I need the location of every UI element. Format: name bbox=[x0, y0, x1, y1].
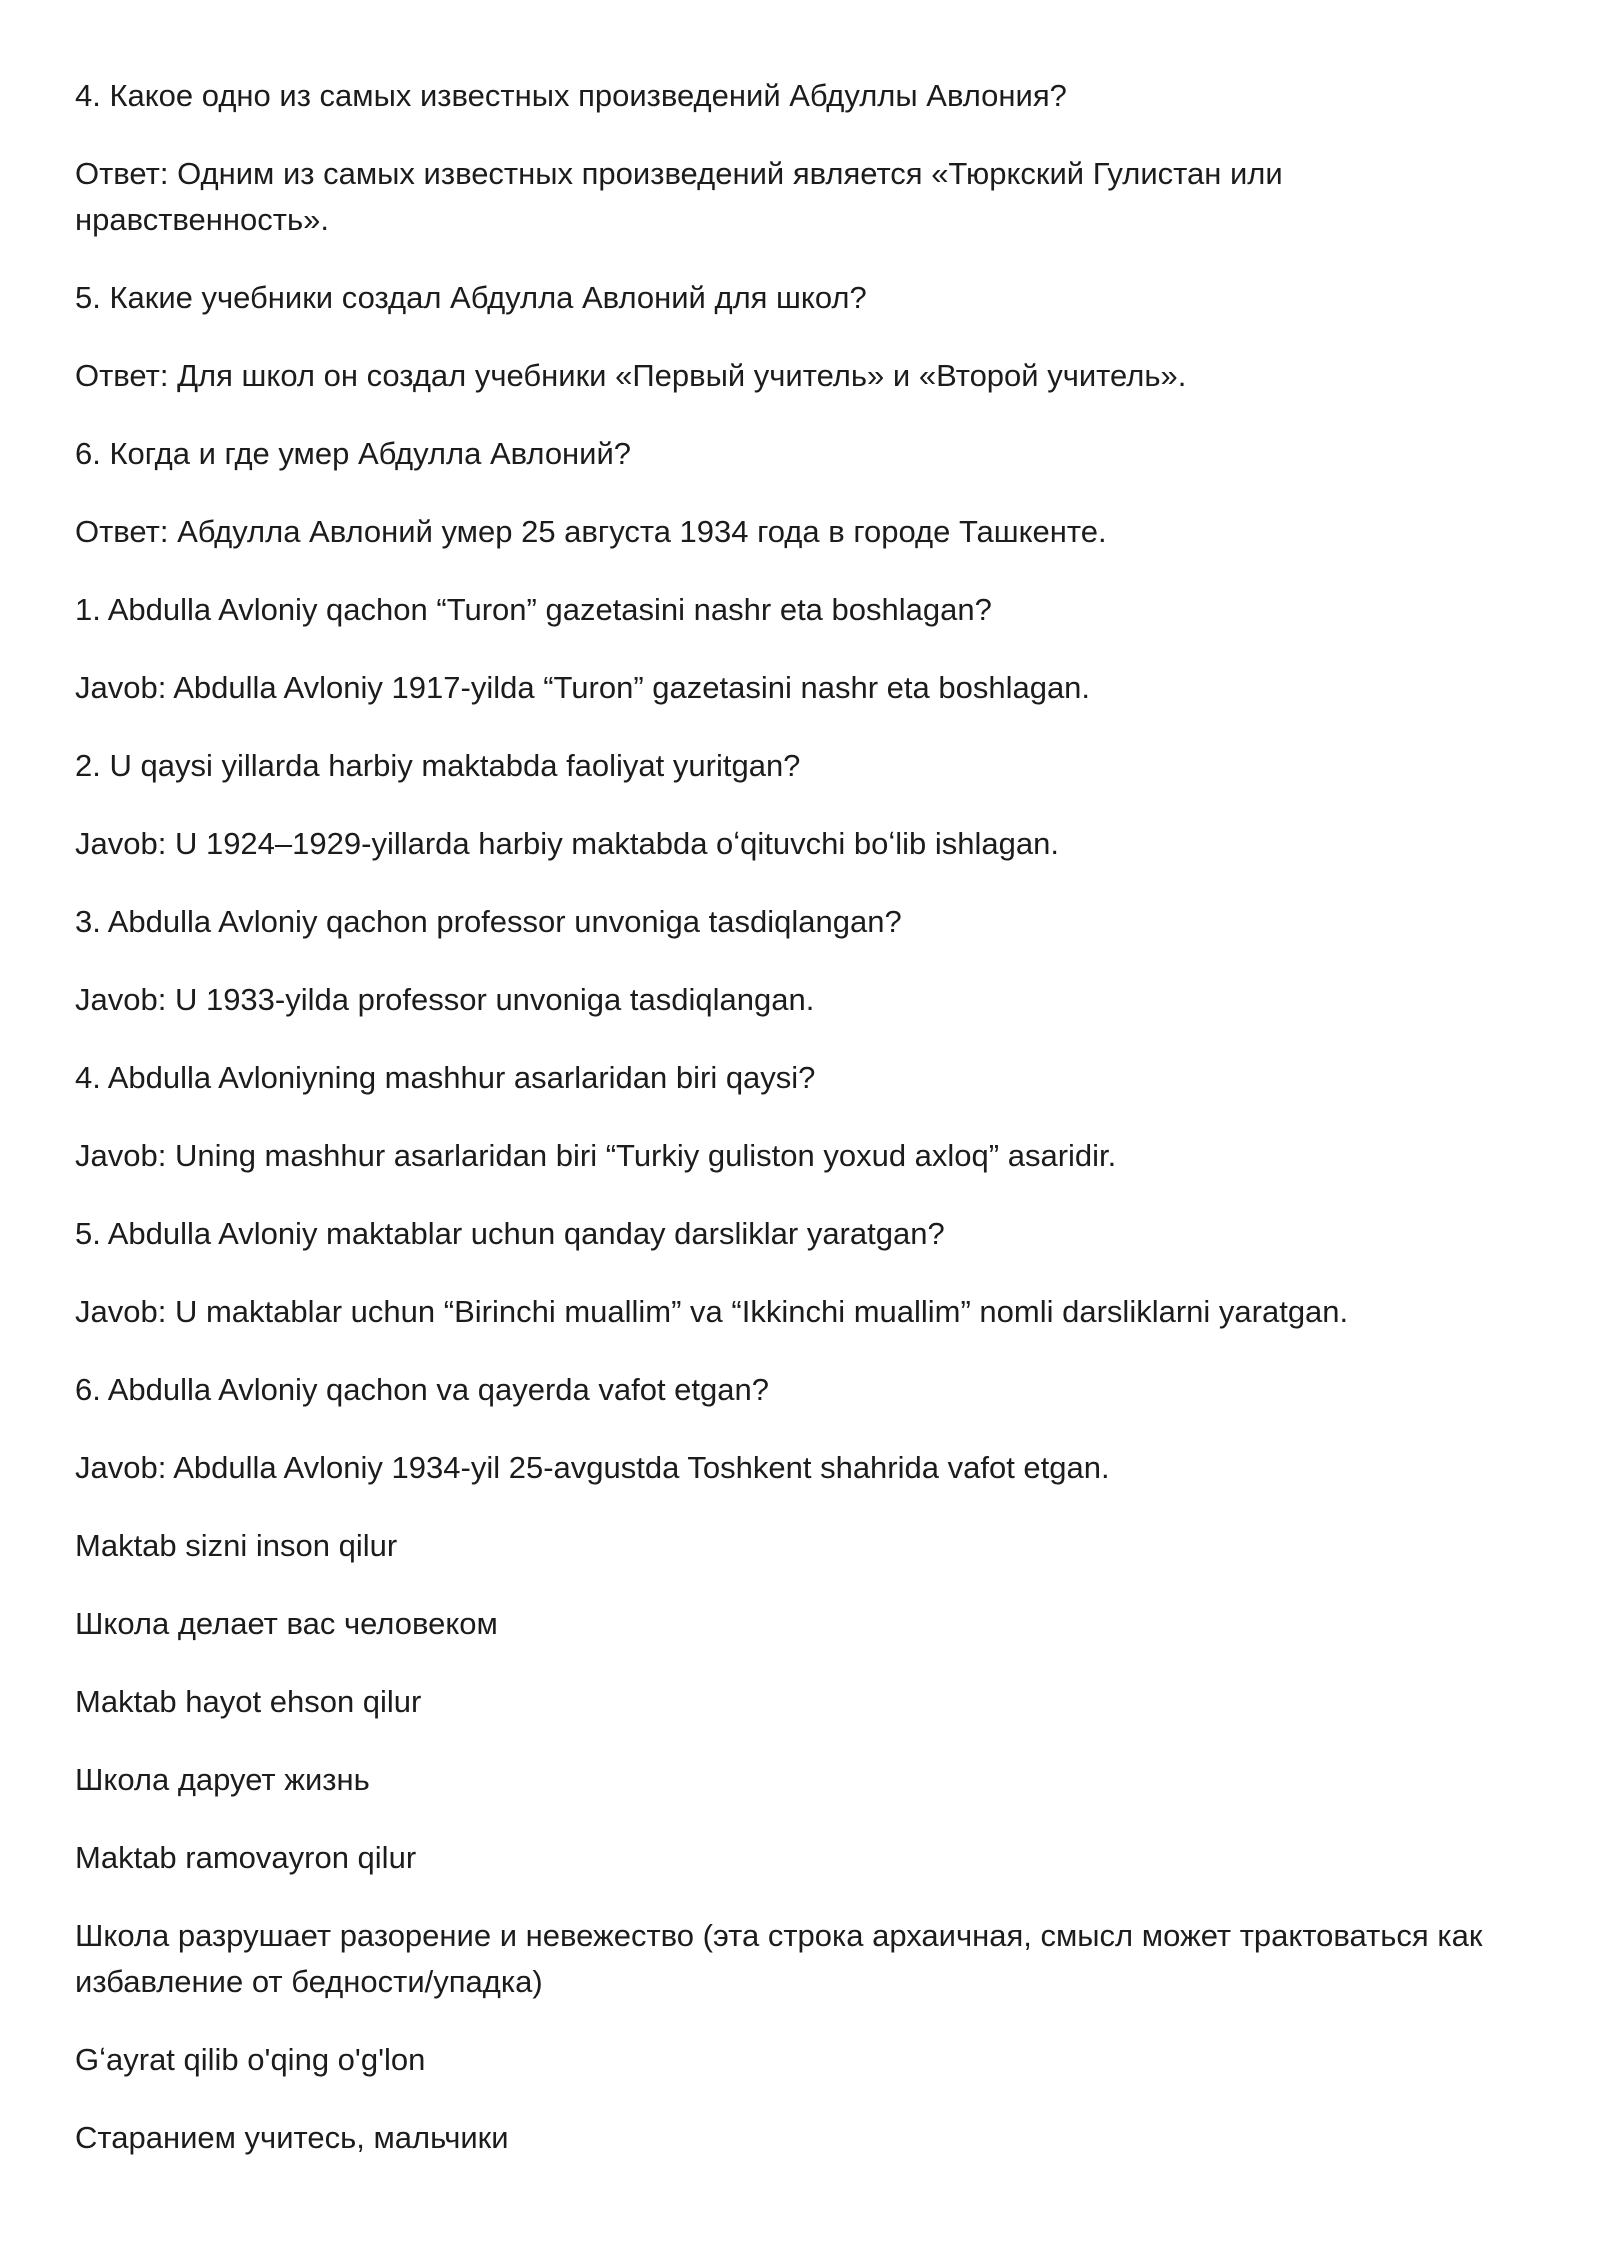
poem-line-uz-2: Maktab hayot ehson qilur bbox=[75, 1684, 422, 1719]
poem-line-uz-1: Maktab sizni inson qilur bbox=[75, 1528, 398, 1563]
answer-ru-6: Ответ: Абдулла Авлоний умер 25 августа 1934 года в городе Ташкенте. bbox=[75, 514, 1107, 549]
question-uz-4: 4. Abdulla Avloniyning mashhur asarlaridan biri qaysi? bbox=[75, 1060, 816, 1095]
answer-uz-4: Javob: Uning mashhur asarlaridan biri “Turkiy guliston yoxud axloq” asaridir. bbox=[75, 1138, 1117, 1173]
question-uz-2: 2. U qaysi yillarda harbiy maktabda faoliyat yuritgan? bbox=[75, 748, 801, 783]
answer-uz-6: Javob: Abdulla Avloniy 1934-yil 25-avgustda Toshkent shahrida vafot etgan. bbox=[75, 1450, 1110, 1485]
answer-uz-2: Javob: U 1924–1929-yillarda harbiy maktabda oʻqituvchi boʻlib ishlagan. bbox=[75, 826, 1059, 861]
answer-ru-5: Ответ: Для школ он создал учебники «Первый учитель» и «Второй учитель». bbox=[75, 358, 1187, 393]
question-uz-1: 1. Abdulla Avloniy qachon “Turon” gazetasini nashr eta boshlagan? bbox=[75, 592, 992, 627]
question-ru-5: 5. Какие учебники создал Абдулла Авлоний для школ? bbox=[75, 280, 867, 315]
question-uz-3: 3. Abdulla Avloniy qachon professor unvoniga tasdiqlangan? bbox=[75, 904, 902, 939]
poem-line-ru-4: Старанием учитесь, мальчики bbox=[75, 2120, 509, 2155]
poem-line-uz-4: Gʻayrat qilib o'qing o'g'lon bbox=[75, 2042, 426, 2077]
question-ru-6: 6. Когда и где умер Абдулла Авлоний? bbox=[75, 436, 632, 471]
answer-uz-3: Javob: U 1933-yilda professor unvoniga tasdiqlangan. bbox=[75, 982, 815, 1017]
answer-ru-4: Ответ: Одним из самых известных произведений является «Тюркский Гулистан или нравственность». bbox=[75, 156, 1283, 237]
document-page bbox=[75, 73, 1535, 2193]
poem-line-ru-3: Школа разрушает разорение и невежество (эта строка архаичная, смысл может трактоваться как избавление от бедности/упадка) bbox=[75, 1918, 1483, 1999]
answer-uz-1: Javob: Abdulla Avloniy 1917-yilda “Turon” gazetasini nashr eta boshlagan. bbox=[75, 670, 1091, 705]
poem-line-uz-3: Maktab ramovayron qilur bbox=[75, 1840, 417, 1875]
poem-line-ru-2: Школа дарует жизнь bbox=[75, 1762, 370, 1797]
poem-line-ru-1: Школа делает вас человеком bbox=[75, 1606, 498, 1641]
question-ru-4: 4. Какое одно из самых известных произведений Абдуллы Авлония? bbox=[75, 78, 1067, 113]
answer-uz-5: Javob: U maktablar uchun “Birinchi muallim” va “Ikkinchi muallim” nomli darsliklarni yaratgan. bbox=[75, 1294, 1349, 1329]
question-uz-6: 6. Abdulla Avloniy qachon va qayerda vafot etgan? bbox=[75, 1372, 770, 1407]
question-uz-5: 5. Abdulla Avloniy maktablar uchun qanday darsliklar yaratgan? bbox=[75, 1216, 945, 1251]
